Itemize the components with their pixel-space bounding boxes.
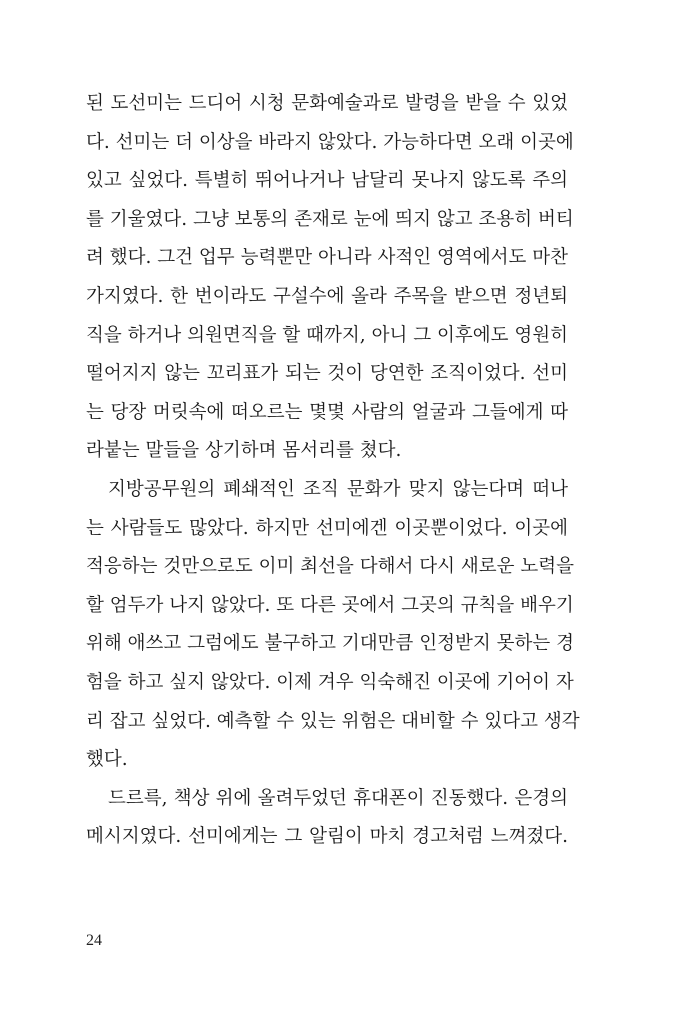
text-line: 있고 싶었다. 특별히 뛰어나거나 남달리 못나지 않도록 주의 <box>86 170 568 192</box>
paragraph-end-line: 라붙는 말들을 상기하며 몸서리를 쳤다. <box>86 440 402 462</box>
text-line: 려 했다. 그건 업무 능력뿐만 아니라 사적인 영역에서도 마찬 <box>86 247 568 269</box>
body-text <box>86 85 580 857</box>
text-line: 다. 선미는 더 이상을 바라지 않았다. 가능하다면 오래 이곳에 <box>86 131 574 153</box>
text-line: 직을 하거나 의원면직을 할 때까지, 아니 그 이후에도 영원히 <box>86 324 568 346</box>
text-line: 리 잡고 싶었다. 예측할 수 있는 위험은 대비할 수 있다고 생각 <box>86 710 580 732</box>
text-line: 는 사람들도 많았다. 하지만 선미에겐 이곳뿐이었다. 이곳에 <box>86 517 568 539</box>
page-number: 24 <box>86 932 102 949</box>
text-line: 는 당장 머릿속에 떠오르는 몇몇 사람의 얼굴과 그들에게 따 <box>86 401 568 423</box>
text-line: 를 기울였다. 그냥 보통의 존재로 눈에 띄지 않고 조용히 버티 <box>86 208 574 230</box>
paragraph-start-line: 지방공무원의 폐쇄적인 조직 문화가 맞지 않는다며 떠나 <box>108 478 568 500</box>
paragraph-end-line: 했다. <box>86 749 128 771</box>
text-line: 할 엄두가 나지 않았다. 또 다른 곳에서 그곳의 규칙을 배우기 <box>86 594 574 616</box>
text-line: 메시지였다. 선미에게는 그 알림이 마치 경고처럼 느껴졌다. <box>86 826 568 848</box>
text-line: 된 도선미는 드디어 시청 문화예술과로 발령을 받을 수 있었 <box>86 93 568 114</box>
paragraph-start-line: 드르륵, 책상 위에 올려두었던 휴대폰이 진동했다. 은경의 <box>108 787 568 809</box>
text-line: 험을 하고 싶지 않았다. 이제 겨우 익숙해진 이곳에 기어이 자 <box>86 671 574 693</box>
text-line: 위해 애쓰고 그럼에도 불구하고 기대만큼 인정받지 못하는 경 <box>86 633 574 655</box>
text-line: 적응하는 것만으로도 이미 최선을 다해서 다시 새로운 노력을 <box>86 556 574 578</box>
text-line: 떨어지지 않는 꼬리표가 되는 것이 당연한 조직이었다. 선미 <box>86 363 568 385</box>
text-line: 가지였다. 한 번이라도 구설수에 올라 주목을 받으면 정년퇴 <box>86 285 568 307</box>
